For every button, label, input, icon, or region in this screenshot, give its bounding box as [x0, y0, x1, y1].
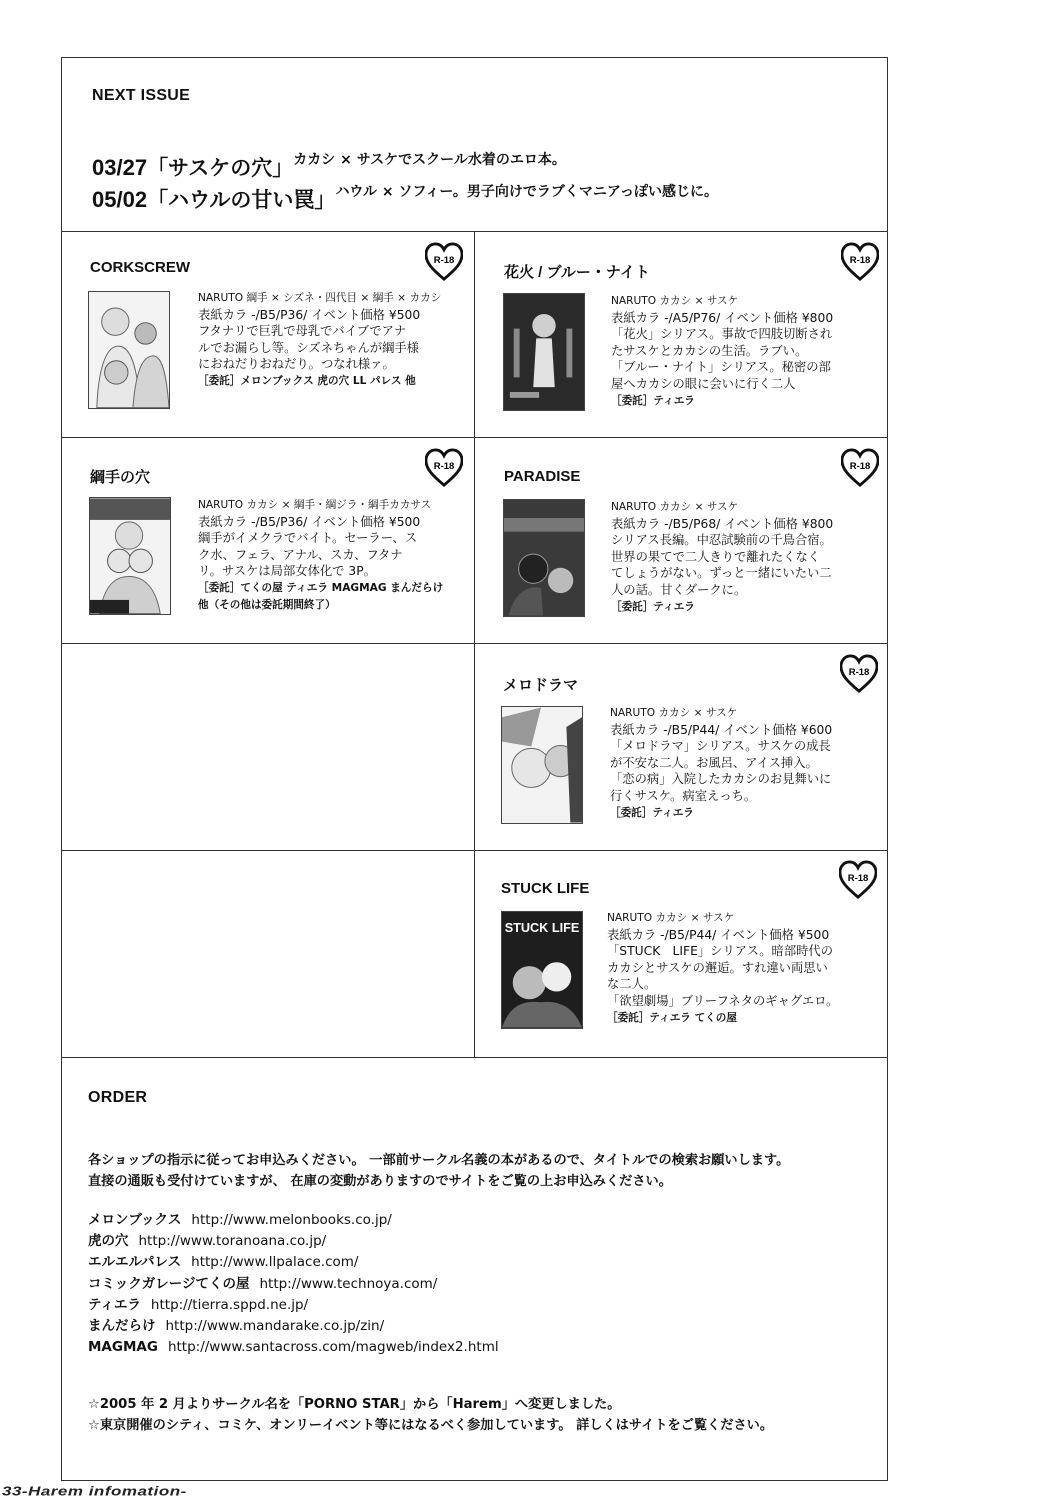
shop-name: 虎の穴	[88, 1233, 129, 1250]
entry-line: 表紙カラ -/B5/P44/ イベント価格 ¥600	[610, 722, 833, 737]
entry-line: 綱手がイメクラでバイト。セーラー、ス	[198, 531, 418, 546]
r18-heart-badge	[425, 242, 463, 282]
cover-image	[501, 911, 583, 1029]
shop-url[interactable]: http://www.toranoana.co.jp/	[138, 1233, 327, 1250]
entry-title: 綱手の穴	[90, 469, 151, 486]
entry-consignment: ［委託］メロンブックス 虎の穴 LL パレス 他	[198, 374, 416, 387]
entry-line: 「STUCK LIFE」シリアス。暗部時代の	[607, 944, 834, 959]
entry-line: 表紙カラ -/B5/P36/ イベント価格 ¥500	[198, 514, 421, 529]
entry-title: PARADISE	[504, 468, 581, 485]
entry-description	[611, 293, 833, 409]
entry-line: 人の話。甘くダークに。	[611, 582, 747, 597]
cover-image	[88, 291, 170, 409]
entry-line: 表紙カラ -/B5/P36/ イベント価格 ¥500	[198, 307, 421, 322]
r18-heart-badge	[840, 654, 878, 694]
shop-url[interactable]: http://www.melonbooks.co.jp/	[191, 1212, 392, 1228]
entry-line: におねだりおねだり。つなれ様ァ。	[198, 357, 395, 372]
entry-consignment: ［委託］ティエラ てくの屋	[607, 1011, 737, 1024]
note-line: ☆2005 年 2 月よりサークル名を「PORNO STAR」から「Harem」へ変更しました。	[88, 1397, 621, 1412]
entry-description	[611, 499, 833, 615]
next-issue-item	[92, 152, 566, 182]
issue-date: 05/02	[92, 187, 148, 212]
entry-line: 表紙カラ -/B5/P68/ イベント価格 ¥800	[611, 516, 834, 531]
order-notes	[88, 1394, 773, 1436]
order-instructions	[88, 1150, 789, 1192]
badge-label: R-18	[848, 666, 870, 678]
entry-line: たサスケとカカシの生活。ラブい。	[611, 343, 808, 358]
badge-label: R-18	[847, 872, 869, 884]
next-issue-heading: NEXT ISSUE	[92, 87, 191, 104]
shop-link-row	[88, 1337, 499, 1358]
badge-label: R-18	[849, 254, 871, 266]
entry-line: 「恋の病」入院したカカシのお見舞いに	[610, 772, 832, 787]
order-heading: ORDER	[88, 1089, 148, 1106]
shop-url[interactable]: http://www.mandarake.co.jp/zin/	[165, 1318, 385, 1335]
shop-name: まんだらけ	[88, 1318, 156, 1335]
entry-line: が不安な二人。お風呂、アイス挿入。	[610, 755, 818, 770]
shop-url[interactable]: http://tierra.sppd.ne.jp/	[150, 1296, 309, 1313]
entry-description	[610, 705, 832, 821]
entry-line: フタナリで巨乳で母乳でバイブでアナ	[198, 324, 407, 339]
entry-line: 「ブルー・ナイト」シリアス。秘密の部	[611, 360, 831, 375]
entry-line: 行くサスケ。病室えっち。	[610, 788, 757, 803]
entry-line: ク水、フェラ、アナル、スカ、フタナ	[198, 547, 403, 562]
cover-image	[501, 706, 583, 824]
shop-link-list	[88, 1210, 499, 1358]
badge-label: R-18	[433, 460, 455, 472]
entry-consignment: ［委託］ティエラ	[610, 806, 694, 819]
entry-meta: NARUTO カカシ × サスケ	[607, 912, 735, 924]
entry-meta: NARUTO カカシ × サスケ	[611, 295, 739, 307]
entry-line: リ。サスケは局部女体化で 3P。	[198, 564, 376, 579]
shop-name: MAGMAG	[88, 1339, 158, 1356]
shop-name: コミックガレージてくの屋	[88, 1275, 250, 1292]
issue-title: 「サスケの穴」	[147, 156, 294, 180]
shop-url[interactable]: http://www.santacross.com/magweb/index2.html	[167, 1339, 499, 1356]
divider	[61, 1057, 888, 1058]
shop-link-row	[88, 1252, 499, 1273]
cover-image	[89, 497, 171, 615]
entry-line: シリアス長編。中忍試験前の千鳥合宿。	[611, 533, 832, 548]
note-line: ☆東京開催のシティ、コミケ、オンリーイベント等にはなるべく参加しています。 詳しくはサイトをご覧ください。	[88, 1418, 774, 1433]
entry-line: 屋へカカシの眼に会いに行く二人	[611, 376, 796, 391]
shop-name: ティエラ	[88, 1296, 141, 1313]
r18-heart-badge	[425, 448, 463, 488]
entry-consignment: ［委託］ティエラ	[611, 600, 695, 613]
cover-image	[503, 499, 585, 617]
r18-heart-badge	[839, 860, 877, 900]
order-line: 各ショップの指示に従ってお申込みください。 一部前サークル名義の本があるので、タイトルでの検索お願いします。	[88, 1153, 790, 1168]
entry-meta: NARUTO カカシ × サスケ	[610, 707, 738, 719]
shop-link-row	[88, 1210, 499, 1231]
entry-meta: NARUTO カカシ × 綱手・綱ジラ・綱手カカサス	[198, 499, 432, 511]
entry-consignment: ［委託］てくの屋 ティエラ MAGMAG まんだらけ	[198, 581, 444, 594]
entry-description	[198, 497, 443, 613]
entry-line: 表紙カラ -/B5/P44/ イベント価格 ¥500	[607, 927, 830, 942]
issue-desc: カカシ × サスケでスクール水着のエロ本。	[293, 152, 566, 168]
entry-line: 「欲望劇場」ブリーフネタのギャグエロ。	[607, 993, 839, 1008]
shop-link-row	[88, 1316, 499, 1337]
entry-line: てしょうがない。ずっと一緒にいたい二	[611, 566, 832, 581]
r18-heart-badge	[841, 242, 879, 282]
shop-url[interactable]: http://www.llpalace.com/	[191, 1254, 359, 1271]
entry-description	[198, 290, 441, 390]
shop-link-row	[88, 1274, 499, 1295]
entry-description	[607, 910, 838, 1026]
cover-image	[503, 293, 585, 411]
shop-link-row	[88, 1295, 499, 1316]
shop-name: エルエルパレス	[88, 1254, 182, 1271]
next-issue-item	[92, 184, 718, 214]
entry-title: CORKSCREW	[90, 259, 190, 276]
entry-meta: NARUTO 綱手 × シズネ・四代目 × 綱手 × カカシ	[198, 292, 442, 304]
entry-title: 花火 / ブルー・ナイト	[504, 264, 650, 281]
divider	[474, 231, 475, 1057]
entry-line: カカシとサスケの邂逅。すれ違い両思い	[607, 960, 828, 975]
entry-title: STUCK LIFE	[501, 880, 590, 897]
entry-consignment: 他（その他は委託期間終了）	[198, 598, 336, 611]
entry-meta: NARUTO カカシ × サスケ	[611, 501, 739, 513]
shop-url[interactable]: http://www.technoya.com/	[259, 1275, 438, 1292]
entry-line: 世界の果てで二人きりで離れたくなく	[611, 549, 821, 564]
entry-title: メロドラマ	[503, 677, 579, 694]
issue-date: 03/27	[92, 155, 148, 180]
entry-line: 「メロドラマ」シリアス。サスケの成長	[610, 739, 831, 754]
shop-link-row	[88, 1231, 499, 1252]
entry-line: ルでお漏らし等。シズネちゃんが綱手様	[198, 340, 419, 355]
entry-line: な二人。	[607, 977, 657, 992]
cover-title-text: STUCK LIFE	[504, 920, 580, 935]
entry-consignment: ［委託］ティエラ	[611, 394, 695, 407]
badge-label: R-18	[433, 254, 455, 266]
shop-name: メロンブックス	[88, 1212, 182, 1228]
issue-title: 「ハウルの甘い罠」	[147, 188, 336, 212]
entry-line: 表紙カラ -/A5/P76/ イベント価格 ¥800	[611, 310, 834, 325]
page-footer: 33-Harem infomation-	[2, 1484, 187, 1499]
r18-heart-badge	[841, 448, 879, 488]
order-line: 直接の通販も受付けていますが、 在庫の変動がありますのでサイトをご覧の上お申込みください。	[88, 1174, 672, 1189]
badge-label: R-18	[849, 460, 871, 472]
issue-desc: ハウル × ソフィー。男子向けでラブくマニアっぽい感じに。	[335, 184, 718, 200]
entry-line: 「花火」シリアス。事故で四肢切断され	[611, 327, 833, 342]
